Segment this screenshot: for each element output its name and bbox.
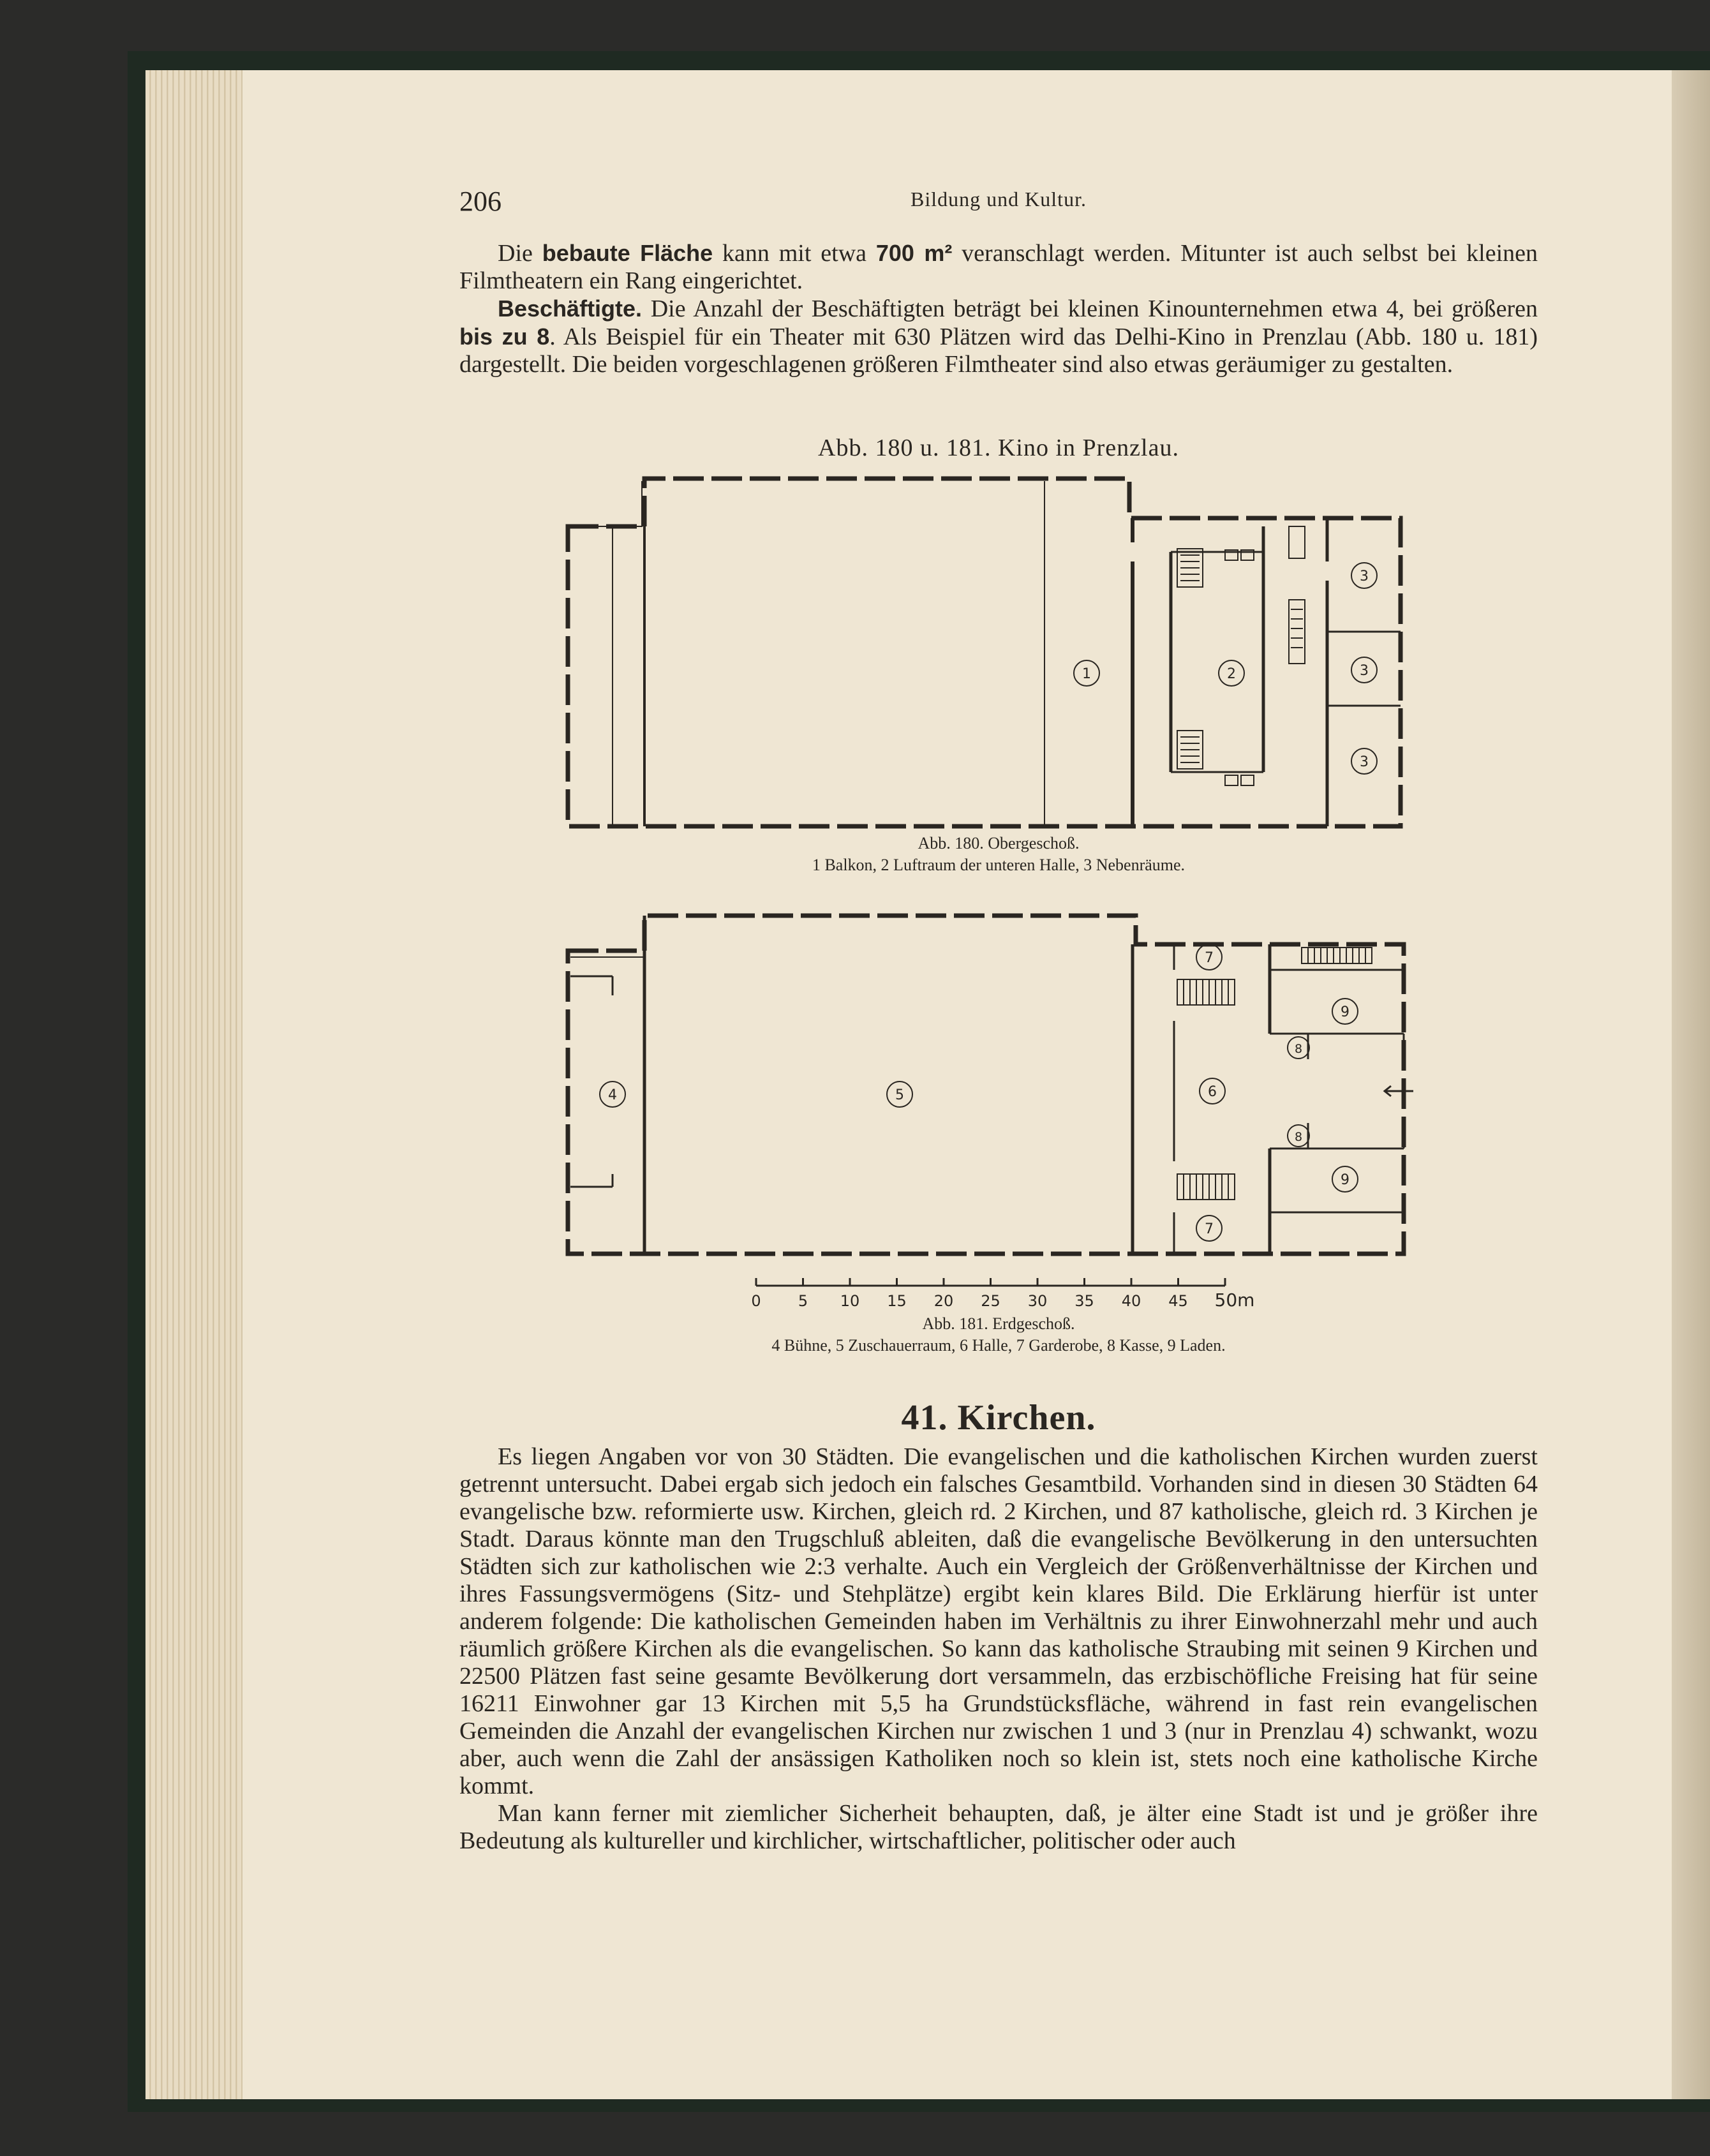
scale-bar: [737, 1273, 1267, 1314]
lower-label-6: 6: [1208, 1084, 1217, 1100]
scale-bar-drawing: [737, 1273, 1267, 1311]
floor-plan-lower-drawing: [561, 906, 1416, 1263]
caption-upper: [459, 833, 1538, 876]
floor-plan-upper: [561, 472, 1416, 839]
lower-label-9a: 9: [1341, 1004, 1349, 1020]
facing-page-edge: [1672, 70, 1710, 2099]
section-title: 41. Kirchen.: [901, 1398, 1096, 1438]
running-head: Bildung und Kultur.: [911, 188, 1087, 211]
lower-label-7a: 7: [1205, 950, 1214, 966]
lower-label-8a: 8: [1294, 1042, 1303, 1056]
scale-tick-label: 5: [798, 1292, 808, 1310]
lower-label-5: 5: [895, 1087, 904, 1103]
floor-plan-upper-drawing: [561, 472, 1416, 836]
intro-text: [459, 239, 1538, 378]
upper-label-3a: 3: [1360, 569, 1369, 584]
caption-upper-legend: 1 Balkon, 2 Luftraum der unteren Halle, 3 Nebenräume.: [812, 856, 1186, 874]
caption-lower-legend: 4 Bühne, 5 Zuschauerraum, 6 Halle, 7 Garderobe, 8 Kasse, 9 Laden.: [771, 1336, 1226, 1355]
figure-title: Abb. 180 u. 181. Kino in Prenzlau.: [818, 435, 1179, 461]
paragraph-staff: Beschäftigte. Die Anzahl der Beschäftigten beträgt bei kleinen Kinounternehmen etwa 4, bei größeren bis zu 8. Als Beispiel für ein Theater mit 630 Plätzen wird das Delhi-Kino in Prenzlau (Abb. 180 u. 181) dargestellt. Die beiden vorgeschlagenen größeren Filmtheater sind also etwas geräumiger zu gestalten.: [459, 295, 1538, 378]
section-body: [459, 1443, 1538, 1855]
scale-tick-label: 35: [1074, 1292, 1094, 1310]
scale-tick-label: 45: [1168, 1292, 1188, 1310]
upper-label-2: 2: [1227, 666, 1236, 682]
caption-upper-title: Abb. 180. Obergeschoß.: [918, 834, 1080, 852]
caption-lower: [459, 1313, 1538, 1357]
paragraph: Man kann ferner mit ziemlicher Sicherheit behaupten, daß, je älter eine Stadt ist und je größer ihre Bedeutung als kultureller und kirchlicher, wirtschaftlicher, politischer oder auch: [459, 1800, 1538, 1854]
scale-tick-label: 0: [751, 1292, 761, 1310]
scale-tick-label: 20: [933, 1292, 954, 1310]
scale-tick-label: 50m: [1214, 1290, 1255, 1311]
lower-label-7b: 7: [1205, 1221, 1214, 1237]
scale-tick-label: 30: [1027, 1292, 1048, 1310]
upper-label-1: 1: [1082, 666, 1091, 682]
upper-label-3b: 3: [1360, 663, 1369, 679]
paragraph: Es liegen Angaben vor von 30 Städten. Die evangelischen und die katholischen Kirchen wurden zuerst getrennt untersucht. Dabei ergab sich jedoch ein falsches Gesamtbild. Vorhanden sind in diesen 30 Städten 64 evangelische bzw. reformierte usw. Kirchen, gleich rd. 2 Kirchen, und 87 katholische, gleich rd. 3 Kirchen je Stadt. Daraus könnte man den Trugschluß ableiten, daß die evangelische Bevölkerung in den untersuchten Städten sich zur katholischen wie 2:3 verhalte. Auch ein Vergleich der Größenverhältnisse der Kirchen und ihres Fassungsvermögens (Sitz- und Stehplätze) ergibt kein klares Bild. Die Erklärung hierfür ist unter anderem folgende: Die katholischen Gemeinden haben im Verhältnis zu ihrer Einwohnerzahl mehr und auch räumlich größere Kirchen als die evangelischen. So kann das katholische Straubing mit seinen 9 Kirchen und 22500 Plätzen fast seine gesamte Bevölkerung dort versammeln, das erzbischöfliche Freising hat für seine 16211 Einwohner gar 13 Kirchen mit 5,5 ha Grundstücksfläche, während in fast rein evangelischen Gemeinden die Anzahl der evangelischen Kirchen nur zwischen 1 und 3 (nur in Prenzlau 4) schwankt, wozu aber, auch wenn die Zahl der ansässigen Katholiken noch so klein ist, stets noch eine katholische Kirche kommt.: [459, 1443, 1538, 1799]
page-header: [459, 185, 1538, 223]
upper-label-3c: 3: [1360, 754, 1369, 770]
lower-label-9b: 9: [1341, 1172, 1349, 1188]
lower-label-4: 4: [608, 1087, 617, 1103]
scale-tick-label: 40: [1121, 1292, 1141, 1310]
floor-plan-lower: [561, 906, 1416, 1267]
scale-tick-label: 15: [887, 1292, 907, 1310]
lower-label-8b: 8: [1294, 1130, 1303, 1144]
scale-tick-label: 10: [840, 1292, 860, 1310]
page-stack-edge: [145, 70, 248, 2099]
page-number: 206: [459, 186, 502, 217]
caption-lower-title: Abb. 181. Erdgeschoß.: [922, 1314, 1075, 1333]
paragraph-area: Die bebaute Fläche kann mit etwa 700 m² veranschlagt werden. Mitunter ist auch selbst bei kleinen Filmtheatern ein Rang eingerichtet.: [459, 240, 1538, 294]
scale-tick-label: 25: [981, 1292, 1000, 1310]
